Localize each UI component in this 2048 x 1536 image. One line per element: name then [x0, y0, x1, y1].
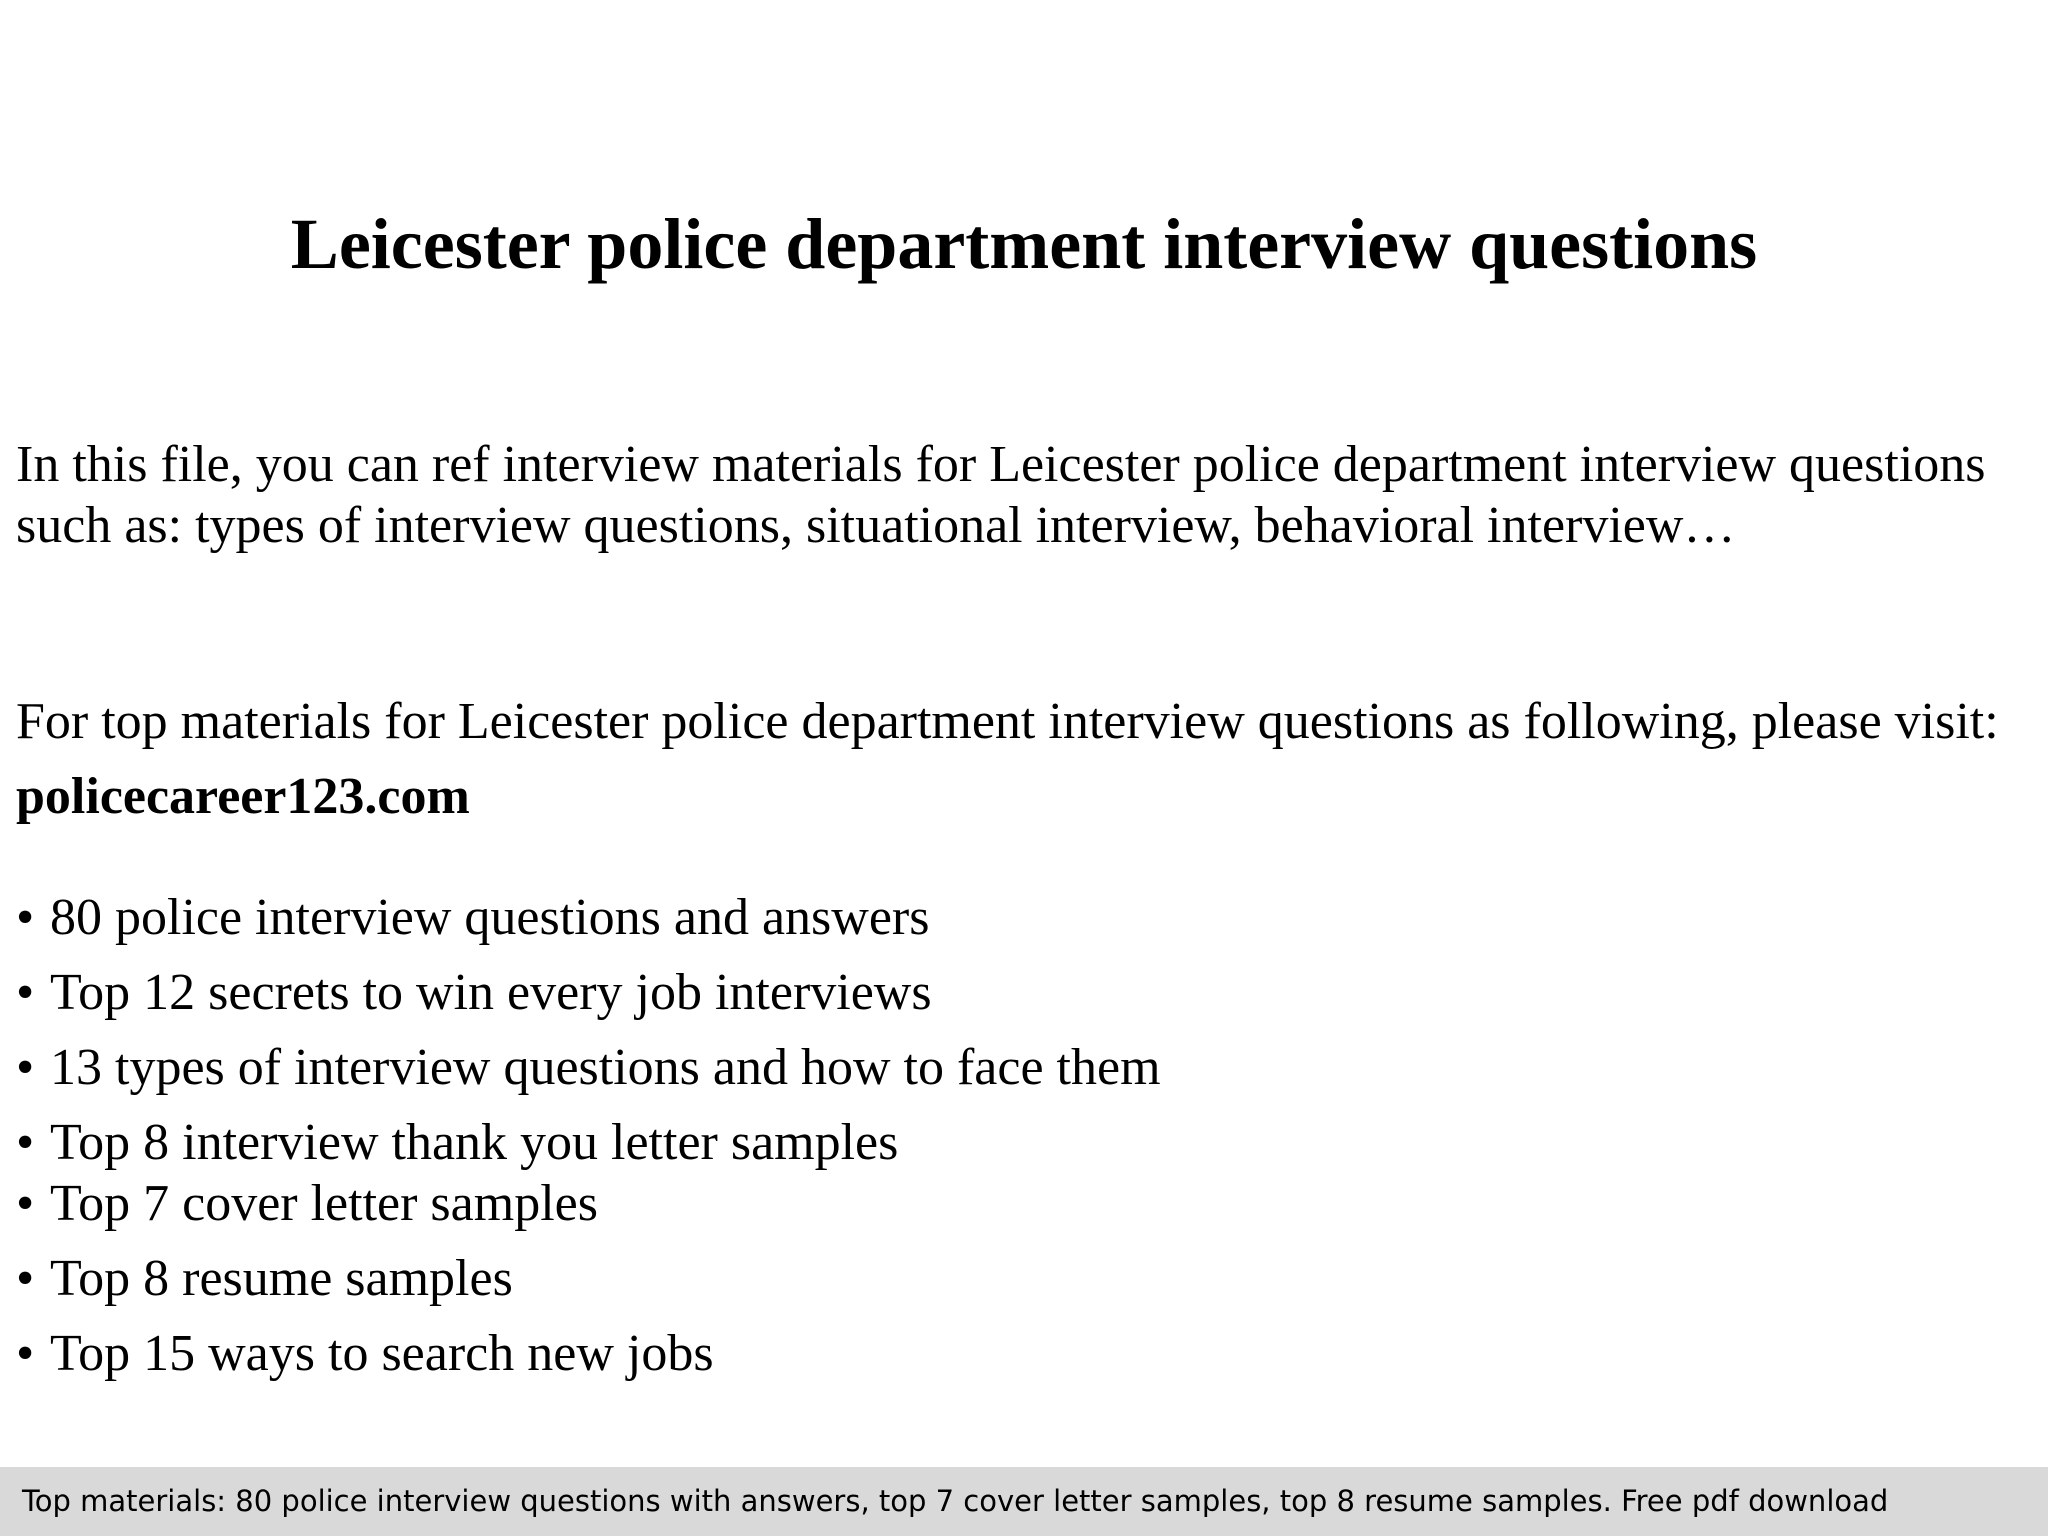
bullet-glyph: • — [16, 889, 35, 946]
list-item — [16, 1247, 513, 1311]
visit-text: For top materials for Leicester police department interview questions as following, please visit: — [16, 693, 1999, 750]
website-link[interactable]: policecareer123.com — [16, 768, 470, 825]
bullet-glyph: • — [16, 964, 35, 1021]
list-item-text: 80 police interview questions and answers — [50, 889, 930, 946]
list-item-text: Top 15 ways to search new jobs — [50, 1325, 714, 1382]
intro-paragraph: In this file, you can ref interview materials for Leicester police department interview questions such as: types of interview questions, situational interview, behavioral interview… — [16, 436, 1986, 554]
list-item — [16, 1172, 598, 1236]
list-item — [16, 1322, 714, 1386]
bullet-glyph: • — [16, 1039, 35, 1096]
list-item-text: Top 8 interview thank you letter samples — [50, 1114, 899, 1171]
list-item — [16, 961, 932, 1025]
page-title: Leicester police department interview questions — [290, 204, 1758, 284]
list-item-text: Top 12 secrets to win every job interviews — [50, 964, 932, 1021]
list-item — [16, 886, 929, 950]
footer-text: Top materials: 80 police interview questions with answers, top 7 cover letter samples, top 8 resume samples. Free pdf download — [22, 1484, 1889, 1518]
list-item — [16, 1036, 1161, 1100]
visit-paragraph — [16, 684, 2026, 834]
bullet-glyph: • — [16, 1175, 35, 1232]
bullet-glyph: • — [16, 1250, 35, 1307]
list-item-text: Top 8 resume samples — [50, 1250, 513, 1307]
list-item-text: Top 7 cover letter samples — [50, 1175, 598, 1232]
footer-bar — [0, 1467, 2048, 1536]
list-item — [16, 1111, 898, 1175]
bullet-glyph: • — [16, 1114, 35, 1171]
list-item-text: 13 types of interview questions and how to face them — [50, 1039, 1161, 1096]
bullet-glyph: • — [16, 1325, 35, 1382]
